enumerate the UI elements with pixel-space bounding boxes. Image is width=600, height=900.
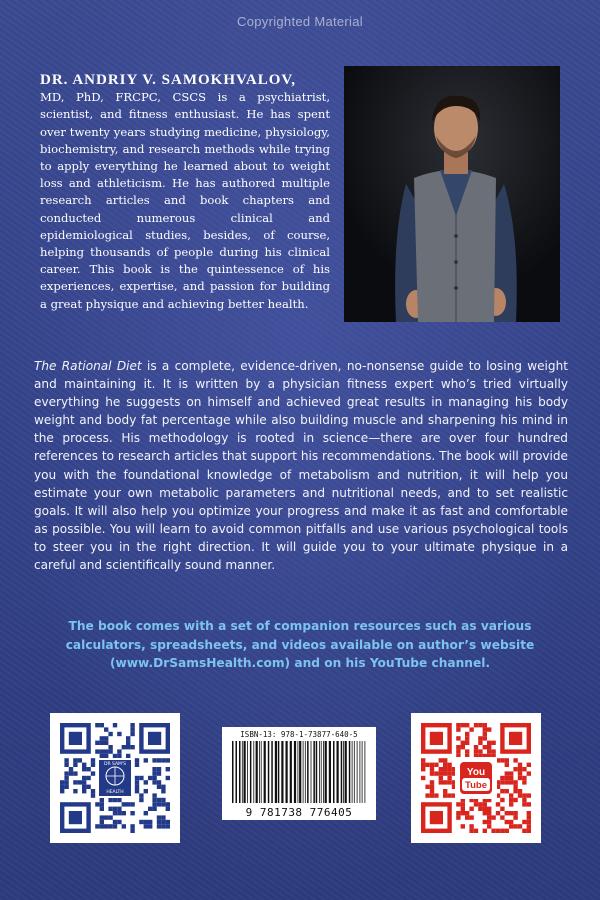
isbn-label: ISBN-13: 978-1-73877-640-5 — [240, 730, 358, 739]
copyright-watermark: Copyrighted Material — [237, 14, 363, 29]
youtube-qr-code — [411, 713, 541, 843]
logo-text-bottom: HEALTH — [106, 790, 124, 795]
youtube-logo-text-top: You — [466, 767, 486, 778]
isbn-barcode — [222, 727, 376, 820]
youtube-logo — [411, 713, 541, 843]
author-bio-text: MD, PhD, FRCPC, CSCS is a psychiatrist, scientist, and fitness enthusiast. He has spent over twenty years studying medicine, physiology, biochemistry, and research methods while trying to apply everything he learned about to weight loss and athleticism. He has authored multiple research articles and book chapters and conducted numerous clinical and epidemiological studies, besides, of course, helping thousands of people during his clinical career. This book is the quintessence of his experiences, expertise, and passion for building a great physique and achieving better health. — [40, 90, 330, 311]
author-name: DR. ANDRIY V. SAMOKHVALOV, — [40, 72, 297, 88]
book-description — [34, 357, 568, 574]
author-photo — [344, 66, 560, 322]
author-bio — [40, 72, 330, 313]
book-title: The Rational Diet — [34, 359, 142, 373]
book-description-text: is a complete, evidence-driven, no-nonsense guide to losing weight and maintaining it. It is written by a physician fitness expert who’s tried virtually everything he suggests on himself and achieved great results in managing his body weight and body fat percentage while also building muscle and sharpening his mind in the process. His methodology is rooted in science—there are over four hundred references to research articles that support his recommendations. The book will provide you with the foundational knowledge of metabolism and nutrition, it will help you estimate your own metabolic parameters and nutritional needs, and to set realistic goals. It will also help you optimize your progress and make it as fast and comfortable as possible. You will learn to avoid common pitfalls and use various psychological tools to steer you in the right direction. It will guide you to your ultimate physique in a careful and scientifically sound manner. — [34, 359, 568, 573]
website-qr-code — [50, 713, 180, 843]
author-portrait-image — [344, 66, 560, 322]
isbn-digits: 9 781738 776405 — [245, 806, 353, 819]
companion-resources-note: The book comes with a set of companion resources such as various calculators, spreadsheets, and videos available on author’s website (www.DrSamsHealth.com) and on his YouTube channel. — [65, 619, 535, 671]
drsams-logo — [50, 713, 180, 843]
youtube-logo-text-bottom: Tube — [465, 780, 487, 791]
logo-text-top: DR SAM'S — [103, 762, 127, 767]
